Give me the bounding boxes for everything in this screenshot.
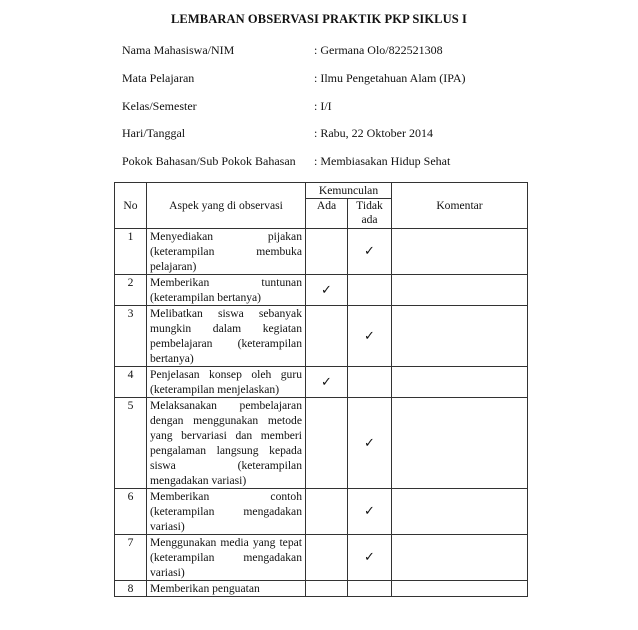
row-number: 7	[115, 535, 147, 581]
header-ada: Ada	[306, 199, 348, 229]
cell-ada	[306, 398, 348, 489]
info-value: : Membiasakan Hidup Sehat	[314, 154, 451, 168]
table-header	[115, 183, 528, 229]
cell-tidak-ada	[348, 229, 392, 275]
row-aspect: Penjelasan konsep oleh guru (keterampilan menjelaskan)	[147, 367, 306, 398]
header-komentar: Komentar	[392, 183, 528, 229]
cell-ada	[306, 367, 348, 398]
row-aspect: Memberikan contoh (keterampilan mengadakan variasi)	[147, 489, 306, 535]
info-label: Nama Mahasiswa/NIM	[122, 43, 235, 57]
row-number: 6	[115, 489, 147, 535]
row-number: 5	[115, 398, 147, 489]
table-row	[115, 275, 528, 306]
cell-komentar	[392, 581, 528, 597]
table-row	[115, 367, 528, 398]
info-value: : Ilmu Pengetahuan Alam (IPA)	[314, 71, 466, 85]
info-label: Mata Pelajaran	[122, 71, 195, 85]
cell-komentar	[392, 367, 528, 398]
info-label: Hari/Tanggal	[122, 126, 186, 140]
info-value: : I/I	[314, 99, 332, 113]
table-row	[115, 581, 528, 597]
row-number: 1	[115, 229, 147, 275]
row-aspect: Memberikan penguatan	[147, 581, 306, 597]
cell-tidak-ada	[348, 275, 392, 306]
cell-komentar	[392, 306, 528, 367]
cell-tidak-ada	[348, 398, 392, 489]
table-row	[115, 535, 528, 581]
table-row	[115, 398, 528, 489]
cell-komentar	[392, 489, 528, 535]
checkmark-icon: ✓	[364, 504, 375, 519]
cell-ada	[306, 306, 348, 367]
cell-ada	[306, 581, 348, 597]
row-aspect: Melaksanakan pembelajaran dengan menggunakan metode yang bervariasi dan memberi pengalaman langsung kepada siswa (keterampilan mengadakan variasi)	[147, 398, 306, 489]
header-tidak-ada: Tidak ada	[348, 199, 392, 229]
cell-komentar	[392, 229, 528, 275]
cell-tidak-ada	[348, 581, 392, 597]
cell-komentar	[392, 398, 528, 489]
row-number: 4	[115, 367, 147, 398]
cell-ada	[306, 489, 348, 535]
checkmark-icon: ✓	[321, 374, 332, 390]
table-row	[115, 306, 528, 367]
row-aspect: Melibatkan siswa sebanyak mungkin dalam kegiatan pembelajaran (keterampilan bertanya)	[147, 306, 306, 367]
table-row	[115, 229, 528, 275]
header-aspect: Aspek yang di observasi	[147, 183, 306, 229]
table-row	[115, 489, 528, 535]
row-aspect: Menyediakan pijakan (keterampilan membuka pelajaran)	[147, 229, 306, 275]
info-label: Pokok Bahasan/Sub Pokok Bahasan	[122, 154, 296, 168]
cell-komentar	[392, 275, 528, 306]
checkmark-icon: ✓	[364, 435, 375, 451]
checkmark-icon: ✓	[364, 244, 375, 259]
row-aspect: Menggunakan media yang tepat (keterampilan mengadakan variasi)	[147, 535, 306, 581]
cell-ada	[306, 229, 348, 275]
cell-tidak-ada	[348, 489, 392, 535]
cell-tidak-ada	[348, 367, 392, 398]
checkmark-icon: ✓	[364, 550, 375, 565]
info-value: : Germana Olo/822521308	[314, 43, 443, 57]
row-aspect: Memberikan tuntunan (keterampilan bertanya)	[147, 275, 306, 306]
checkmark-icon: ✓	[364, 328, 375, 344]
checkmark-icon: ✓	[321, 282, 332, 298]
row-number: 2	[115, 275, 147, 306]
info-label: Kelas/Semester	[122, 99, 197, 113]
header-kemunculan: Kemunculan	[306, 183, 392, 199]
row-number: 3	[115, 306, 147, 367]
cell-komentar	[392, 535, 528, 581]
observation-table	[114, 182, 528, 597]
document-title: LEMBARAN OBSERVASI PRAKTIK PKP SIKLUS I	[170, 12, 467, 26]
row-number: 8	[115, 581, 147, 597]
cell-tidak-ada	[348, 306, 392, 367]
cell-ada	[306, 275, 348, 306]
table-body	[115, 229, 528, 597]
cell-tidak-ada	[348, 535, 392, 581]
info-value: : Rabu, 22 Oktober 2014	[314, 126, 433, 140]
header-no: No	[115, 183, 147, 229]
cell-ada	[306, 535, 348, 581]
